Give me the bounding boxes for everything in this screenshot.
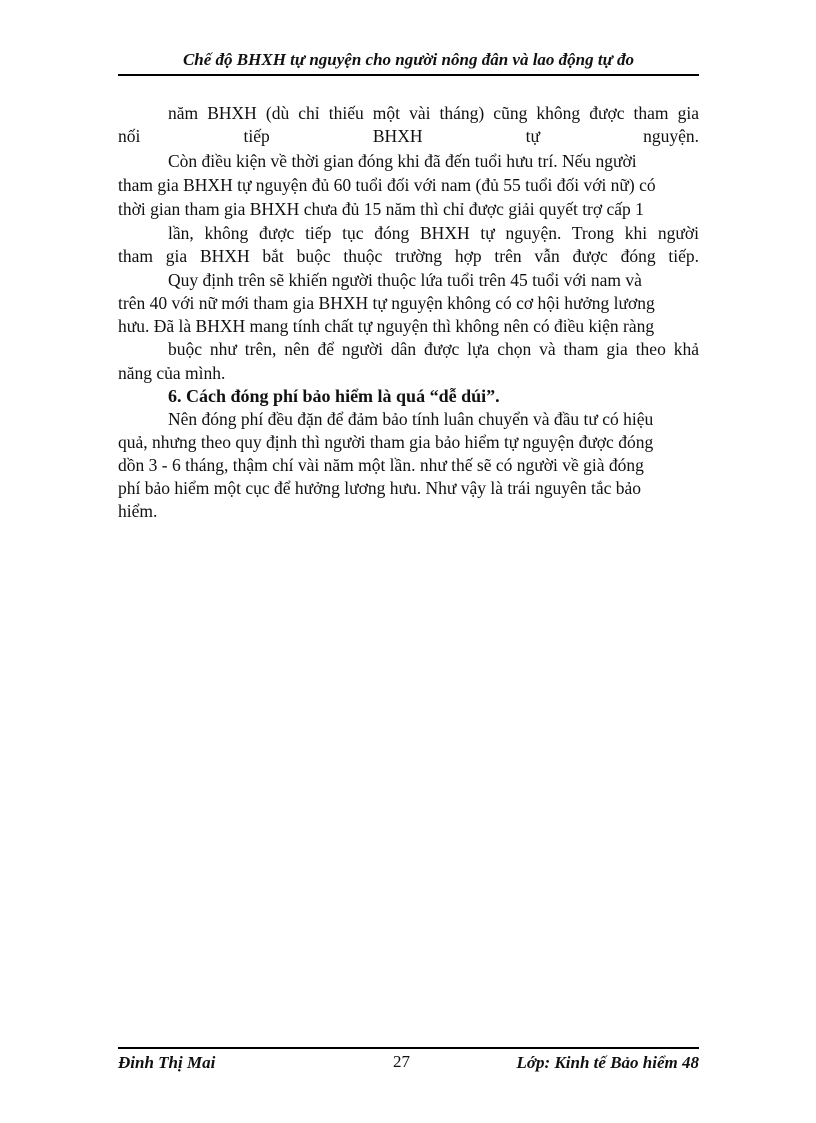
header-rule xyxy=(118,74,699,76)
footer-author: Đinh Thị Mai xyxy=(118,1053,216,1072)
body-line: quả, nhưng theo quy định thì người tham gia bảo hiểm tự nguyện được đóng xyxy=(118,432,654,452)
body-line: buộc như trên, nên để người dân được lựa chọn và tham gia theo khả xyxy=(168,339,699,359)
body-line: thời gian tham gia BHXH chưa đủ 15 năm thì chỉ được giải quyết trợ cấp 1 xyxy=(118,199,644,219)
running-header: Chế độ BHXH tự nguyện cho người nông đân và lao động tự đo xyxy=(182,50,635,69)
body-line: phí bảo hiểm một cục để hưởng lương hưu. Như vậy là trái nguyên tắc bảo xyxy=(118,478,641,498)
body-line: tham gia BHXH bắt buộc thuộc trường hợp trên vẫn được đóng tiếp. xyxy=(118,246,699,266)
body-line: Còn điều kiện về thời gian đóng khi đã đến tuổi hưu trí. Nếu người xyxy=(168,151,637,171)
body-line: hiểm. xyxy=(118,501,158,521)
body-line: lần, không được tiếp tục đóng BHXH tự nguyện. Trong khi người xyxy=(168,223,699,243)
body-line: nối tiếp BHXH tự nguyện. xyxy=(118,126,699,146)
body-line: hưu. Đã là BHXH mang tính chất tự nguyện thì không nên có điều kiện ràng xyxy=(118,316,655,336)
body-line: dồn 3 - 6 tháng, thậm chí vài năm một lần. như thế sẽ có người về già đóng xyxy=(118,455,644,475)
section-heading: 6. Cách đóng phí bảo hiểm là quá “dễ dúi”. xyxy=(168,386,500,406)
footer-rule xyxy=(118,1047,699,1049)
page-number: 27 xyxy=(393,1052,410,1071)
body-line: Quy định trên sẽ khiến người thuộc lứa tuổi trên 45 tuổi với nam và xyxy=(168,270,642,290)
body-line: Nên đóng phí đều đặn để đảm bảo tính luân chuyển và đầu tư có hiệu xyxy=(168,409,654,429)
body-line: năng của mình. xyxy=(118,363,226,383)
body-line: tham gia BHXH tự nguyện đủ 60 tuổi đối với nam (đủ 55 tuổi đối với nữ) có xyxy=(118,175,656,195)
footer-class: Lớp: Kinh tế Bảo hiểm 48 xyxy=(516,1053,699,1072)
body-line: trên 40 với nữ mới tham gia BHXH tự nguyện không có cơ hội hưởng lương xyxy=(118,293,655,313)
body-line: năm BHXH (dù chỉ thiếu một vài tháng) cũng không được tham gia xyxy=(168,103,699,123)
